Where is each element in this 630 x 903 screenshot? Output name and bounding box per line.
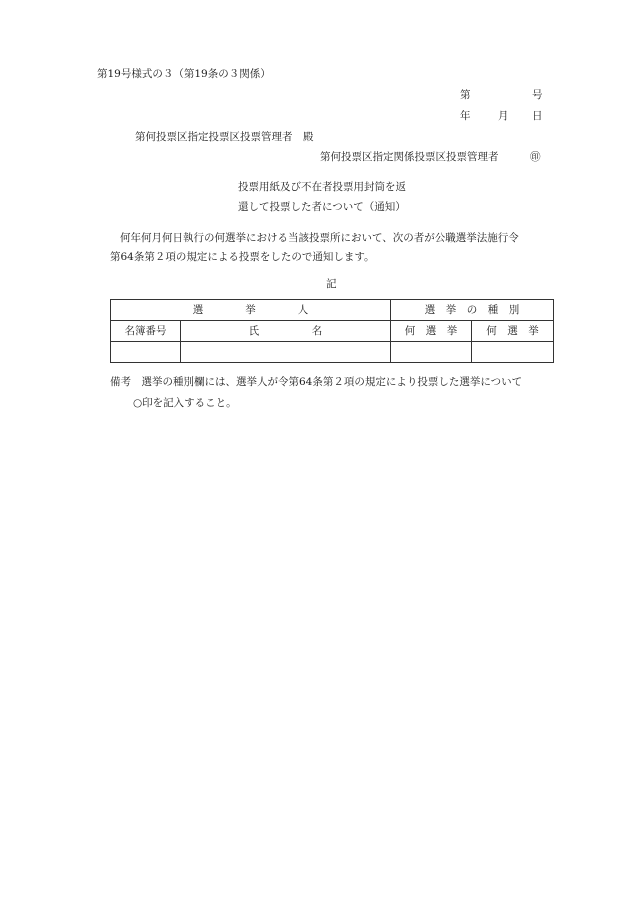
addressee: 第何投票区指定投票区投票管理者 殿 — [135, 131, 314, 143]
name-cell — [181, 342, 391, 363]
note-line-1: 備考 選挙の種別欄には、選挙人が令第64条第２項の規定により投票した選挙について — [110, 376, 523, 388]
document-title-line-2: 還して投票した者について（通知） — [238, 201, 406, 213]
election-type-group-header: 選 挙 の 種 別 — [391, 300, 554, 321]
document-number-prefix: 第 — [460, 89, 471, 101]
document-title-line-1: 投票用紙及び不在者投票用封筒を返 — [238, 181, 406, 193]
registry-number-header: 名簿番号 — [111, 321, 181, 342]
sender: 第何投票区指定関係投票区投票管理者 — [320, 151, 499, 163]
body-text-line-1: 何年何月何日執行の何選挙における当該投票所において、次の者が公職選挙法施行令 — [120, 232, 519, 244]
date-year-label: 年 — [460, 110, 471, 122]
voter-table — [110, 299, 554, 363]
table-group-header-row — [111, 300, 554, 321]
name-header: 氏 名 — [181, 321, 391, 342]
election-1-header: 何 選 挙 — [391, 321, 472, 342]
body-text-line-2: 第64条第２項の規定による投票をしたので通知します。 — [110, 251, 375, 263]
seal-mark: ㊞ — [530, 151, 541, 163]
table-row — [111, 342, 554, 363]
election-1-cell — [391, 342, 472, 363]
ki-heading: 記 — [326, 278, 337, 290]
voter-group-header: 選 挙 人 — [111, 300, 391, 321]
document-number-suffix: 号 — [532, 89, 543, 101]
registry-number-cell — [111, 342, 181, 363]
note-line-2: ○印を記入すること。 — [133, 397, 237, 409]
election-2-cell — [472, 342, 554, 363]
election-2-header: 何 選 挙 — [472, 321, 554, 342]
form-number: 第19号様式の３（第19条の３関係） — [97, 68, 271, 80]
date-month-label: 月 — [498, 110, 509, 122]
date-day-label: 日 — [532, 110, 543, 122]
table-column-header-row — [111, 321, 554, 342]
